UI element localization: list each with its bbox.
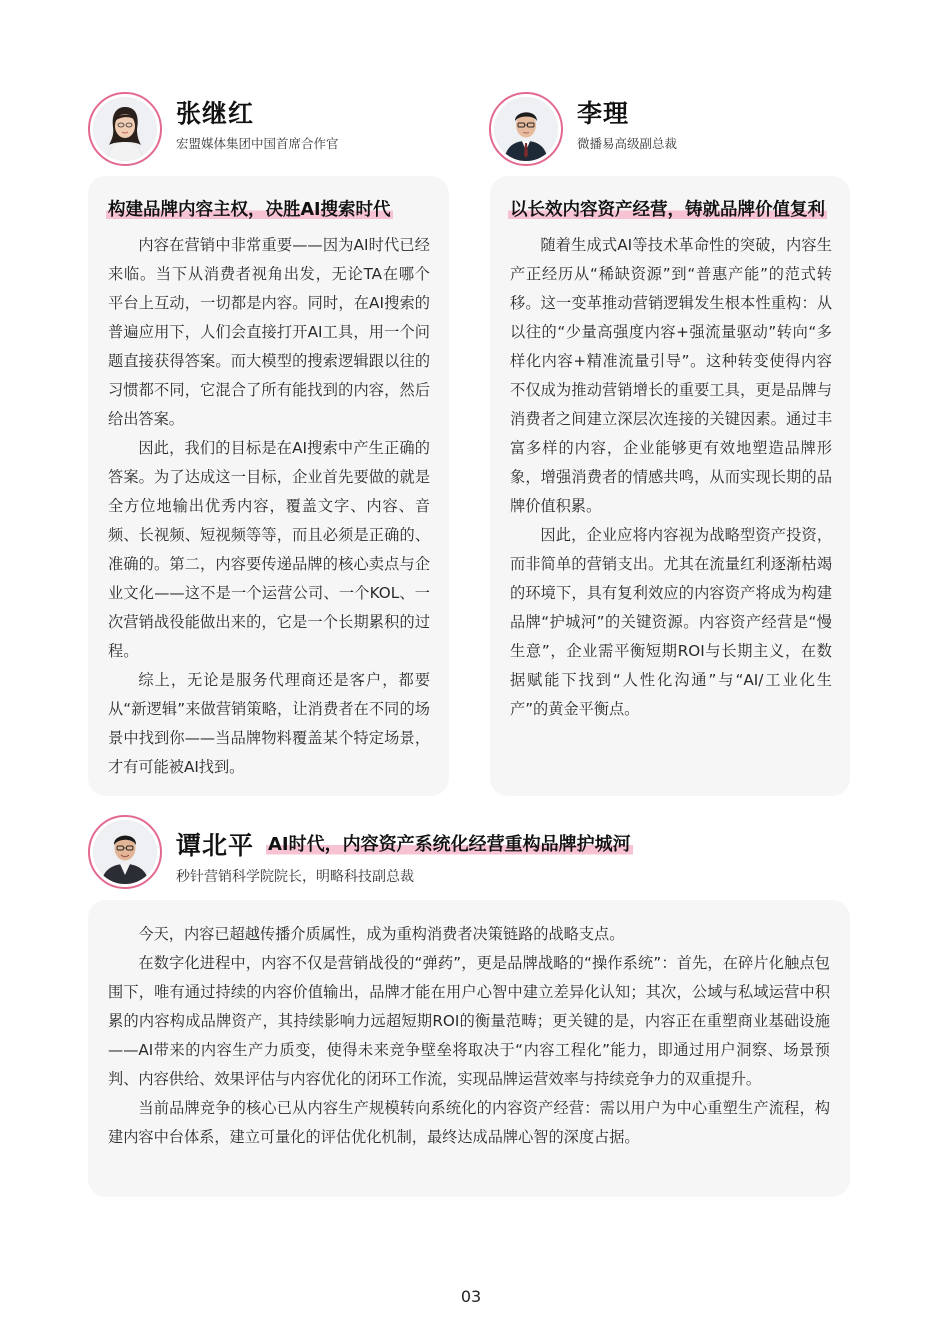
person-title: 微播易高级副总裁 (577, 136, 678, 151)
card-body (108, 920, 830, 1152)
paragraph: 在数字化进程中，内容不仅是营销战役的“弹药”，更是品牌战略的“操作系统”：首先，在碎片化触点包围下，唯有通过持续的内容价值输出，品牌才能在用户心智中建立差异化认知；其次，公域与私域运营中积累的内容构成品牌资产，其持续影响力远超短期ROI的衡量范畴；更关键的是，内容正在重塑商业基础设施——AI带来的内容生产力质变，使得未来竞争壁垒将取决于“内容工程化”能力，即通过用户洞察、场景预判、内容供给、效果评估与内容优化的闭环工作流，实现品牌运营效率与持续竞争力的双重提升。 (108, 954, 830, 1088)
avatar-zhang (88, 92, 162, 166)
card-title: 以长效内容资产经营，铸就品牌价值复利 (508, 196, 827, 221)
person-name: 张继红 (176, 99, 255, 128)
avatar-tan (88, 815, 162, 889)
card-title: 构建品牌内容主权，决胜AI搜索时代 (106, 196, 393, 221)
section-title: AI时代，内容资产系统化经营重构品牌护城河 (266, 830, 633, 856)
card-body (108, 231, 430, 782)
person-name: 李理 (577, 99, 630, 128)
quote-card (88, 176, 449, 796)
paragraph: 今天，内容已超越传播介质属性，成为重构消费者决策链路的战略支点。 (138, 925, 625, 943)
portrait-man-icon (93, 820, 157, 884)
person-title: 秒针营销科学院院长，明略科技副总裁 (176, 869, 414, 885)
person-title: 宏盟媒体集团中国首席合作官 (176, 136, 339, 151)
paragraph: 当前品牌竞争的核心已从内容生产规模转向系统化的内容资产经营：需以用户为中心重塑生产流程，构建内容中台体系，建立可量化的评估优化机制，最终达成品牌心智的深度占据。 (108, 1099, 830, 1146)
person-name: 谭北平 (176, 831, 255, 860)
paragraph: 因此，企业应将内容视为战略型资产投资，而非简单的营销支出。尤其在流量红利逐渐枯竭的环境下，具有复利效应的内容资产将成为构建品牌“护城河”的关键资源。内容资产经营是“慢生意”，企业需平衡短期ROI与长期主义，在数据赋能下找到“人性化沟通”与“AI/工业化生产”的黄金平衡点。 (510, 526, 832, 718)
quote-card (88, 900, 850, 1197)
card-body (510, 231, 832, 724)
paragraph: 因此，我们的目标是在AI搜索中产生正确的答案。为了达成这一目标，企业首先要做的就是全方位地输出优秀内容，覆盖文字、内容、音频、长视频、短视频等等，而且必须是正确的、准确的。第二，内容要传递品牌的核心卖点与企业文化——这不是一个运营公司、一个KOL、一次营销战役能做出来的，它是一个长期累积的过程。 (108, 439, 430, 660)
avatar-li (489, 92, 563, 166)
portrait-man-icon (494, 97, 558, 161)
paragraph: 综上，无论是服务代理商还是客户，都要从“新逻辑”来做营销策略，让消费者在不同的场景中找到你——当品牌物料覆盖某个特定场景，才有可能被AI找到。 (108, 671, 430, 776)
paragraph: 随着生成式AI等技术革命性的突破，内容生产正经历从“稀缺资源”到“普惠产能”的范式转移。这一变革推动营销逻辑发生根本性重构：从以往的“少量高强度内容+强流量驱动”转向“多样化内容+精准流量引导”。这种转变使得内容不仅成为推动营销增长的重要工具，更是品牌与消费者之间建立深层次连接的关键因素。通过丰富多样的内容，企业能够更有效地塑造品牌形象，增强消费者的情感共鸣，从而实现长期的品牌价值积累。 (510, 236, 832, 515)
portrait-woman-icon (93, 97, 157, 161)
page-number: 03 (460, 1287, 482, 1306)
quote-card (490, 176, 850, 796)
paragraph: 内容在营销中非常重要——因为AI时代已经来临。当下从消费者视角出发，无论TA在哪个平台上互动，一切都是内容。同时，在AI搜索的普遍应用下，人们会直接打开AI工具，用一个问题直接获得答案。而大模型的搜索逻辑跟以往的习惯都不同，它混合了所有能找到的内容，然后给出答案。 (108, 236, 430, 428)
